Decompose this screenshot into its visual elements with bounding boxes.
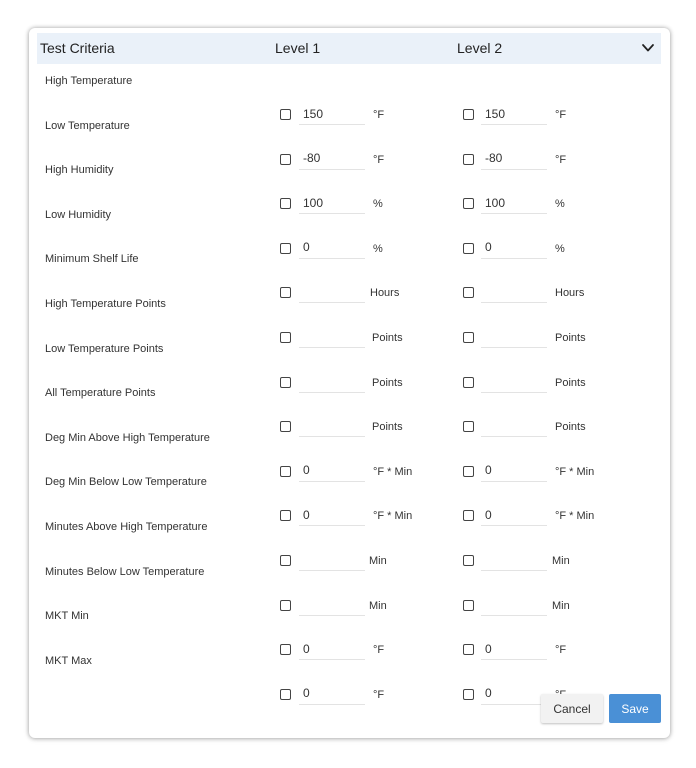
level-1-unit-label: °F (373, 688, 385, 701)
level-2-unit-label: Min (552, 599, 570, 612)
level-2-unit-label: Min (552, 555, 570, 567)
level-1-unit-label: Min (369, 555, 387, 567)
criteria-row-high-humidity (29, 164, 670, 211)
criteria-row-mkt-max (29, 655, 670, 699)
criteria-row-high-temperature-points (29, 298, 670, 342)
level-2-unit-label: °F * Min (555, 510, 595, 523)
level-2-checkbox[interactable] (463, 109, 474, 120)
level-1-unit-label: °F * Min (373, 465, 413, 478)
level-1-checkbox[interactable] (280, 243, 291, 254)
header-test-criteria: Test Criteria (40, 40, 115, 56)
level-1-checkbox[interactable] (280, 510, 291, 521)
level-2-unit-label: °F * Min (555, 465, 595, 478)
criteria-label: Minutes Below Low Temperature (45, 565, 205, 578)
criteria-row-mkt-min (29, 610, 670, 657)
level-2-checkbox[interactable] (463, 555, 474, 566)
criteria-row-low-humidity (29, 209, 670, 253)
level-2-unit-label: Hours (555, 287, 585, 300)
criteria-label: Low Temperature Points (45, 342, 164, 355)
level-2-checkbox[interactable] (463, 510, 474, 521)
criteria-row-all-temperature-points (29, 387, 670, 434)
level-1-checkbox[interactable] (280, 287, 291, 298)
level-2-checkbox[interactable] (463, 377, 474, 388)
level-2-checkbox[interactable] (463, 154, 474, 165)
header-level-2: Level 2 (457, 40, 503, 56)
level-2-checkbox[interactable] (463, 421, 474, 432)
level-1-unit-label: Points (372, 421, 403, 434)
level-1-unit-label: Min (369, 599, 387, 612)
level-1-unit-label: °F * Min (373, 510, 413, 523)
criteria-label: Low Humidity (45, 208, 112, 221)
level-1-checkbox[interactable] (280, 421, 291, 432)
criteria-row-minutes-above-high-temperature (29, 521, 670, 565)
level-1-unit-label: % (373, 198, 383, 211)
level-1-checkbox[interactable] (280, 154, 291, 165)
criteria-header[interactable] (37, 33, 661, 64)
level-1-unit-label: Hours (370, 287, 400, 300)
criteria-label: Low Temperature (45, 119, 130, 132)
level-1-checkbox[interactable] (280, 332, 291, 343)
level-1-checkbox[interactable] (280, 555, 291, 566)
save-button[interactable]: Save (609, 694, 661, 723)
criteria-label: All Temperature Points (45, 387, 156, 400)
criteria-label: High Temperature (45, 75, 133, 87)
level-1-checkbox[interactable] (280, 466, 291, 477)
criteria-label: Deg Min Below Low Temperature (45, 476, 207, 489)
level-2-checkbox[interactable] (463, 600, 474, 611)
chevron-down-icon[interactable] (641, 41, 655, 55)
level-2-unit-label: Points (555, 376, 586, 389)
level-1-checkbox[interactable] (280, 198, 291, 209)
level-2-unit-label: °F (555, 644, 567, 657)
criteria-label: High Temperature Points (45, 298, 166, 310)
criteria-row-high-temperature (29, 75, 670, 119)
criteria-row-minutes-below-low-temperature (29, 566, 670, 610)
criteria-row-deg-min-above-high-temperature (29, 432, 670, 476)
level-2-checkbox[interactable] (463, 243, 474, 254)
level-2-checkbox[interactable] (463, 644, 474, 655)
criteria-label: MKT Min (45, 610, 89, 623)
level-2-checkbox[interactable] (463, 332, 474, 343)
cancel-button[interactable]: Cancel (541, 694, 603, 723)
criteria-row-low-temperature-points (29, 343, 670, 387)
level-1-value-input[interactable] (299, 683, 365, 705)
criteria-row-low-temperature (29, 120, 670, 164)
level-2-unit-label: °F (555, 109, 567, 121)
level-1-checkbox[interactable] (280, 377, 291, 388)
criteria-row-deg-min-below-low-temperature (29, 476, 670, 523)
criteria-label: Minimum Shelf Life (45, 253, 139, 266)
level-2-checkbox[interactable] (463, 287, 474, 298)
level-1-unit-label: °F (373, 644, 385, 657)
level-1-checkbox[interactable] (280, 109, 291, 120)
criteria-label: MKT Max (45, 654, 92, 667)
level-1-checkbox[interactable] (280, 600, 291, 611)
level-1-checkbox[interactable] (280, 689, 291, 700)
level-1-unit-label: °F (373, 153, 385, 166)
criteria-label: High Humidity (45, 164, 114, 177)
level-2-unit-label: % (555, 242, 565, 255)
criteria-label: Deg Min Above High Temperature (45, 431, 210, 444)
header-level-1: Level 1 (275, 40, 321, 56)
level-1-unit-label: % (373, 242, 383, 255)
level-1-unit-label: Points (372, 376, 403, 389)
criteria-row-minimum-shelf-life (29, 253, 670, 300)
level-2-checkbox[interactable] (463, 689, 474, 700)
level-1-checkbox[interactable] (280, 644, 291, 655)
level-2-unit-label: Points (555, 421, 586, 434)
level-2-unit-label: % (555, 198, 565, 211)
level-2-checkbox[interactable] (463, 198, 474, 209)
level-1-unit-label: °F (373, 109, 385, 121)
level-2-unit-label: Points (555, 332, 586, 344)
test-criteria-dialog (29, 28, 670, 738)
level-1-unit-label: Points (372, 332, 403, 344)
level-2-value-input[interactable] (481, 683, 547, 705)
criteria-label: Minutes Above High Temperature (45, 521, 208, 533)
level-2-unit-label: °F (555, 153, 567, 166)
level-2-checkbox[interactable] (463, 466, 474, 477)
